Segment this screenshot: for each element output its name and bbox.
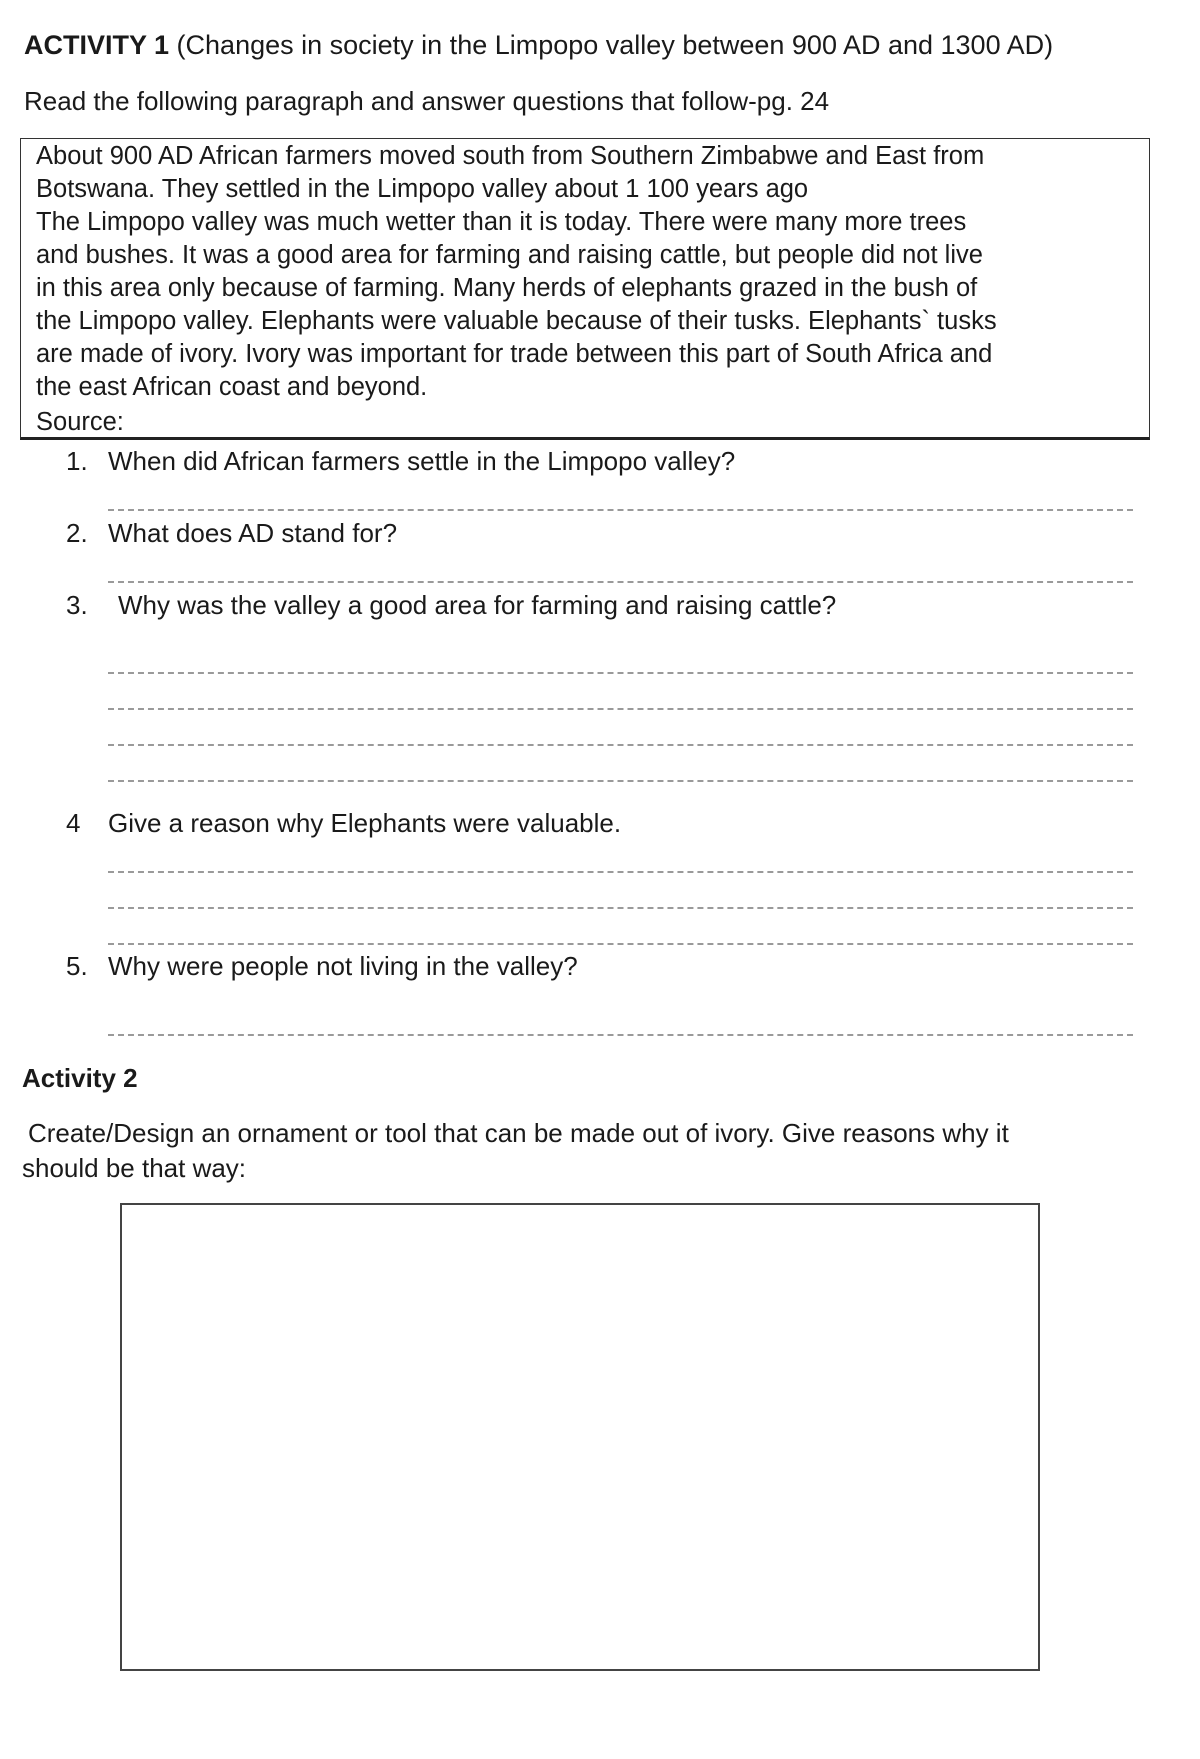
- design-drawing-box[interactable]: [120, 1203, 1040, 1671]
- passage-line: the Limpopo valley. Elephants were valuable because of their tusks. Elephants` tusks: [36, 307, 997, 335]
- activity-1-label: ACTIVITY 1: [24, 30, 170, 60]
- question-number: 3.: [66, 590, 88, 620]
- question-3: [66, 590, 836, 621]
- answer-line[interactable]: [108, 581, 1133, 583]
- answer-line[interactable]: [108, 672, 1133, 674]
- question-text: When did African farmers settle in the Limpopo valley?: [108, 446, 736, 476]
- question-number: 2.: [66, 518, 88, 548]
- question-number: 5.: [66, 951, 88, 981]
- activity-2-instruction-line: Create/Design an ornament or tool that can be made out of ivory. Give reasons why it: [28, 1118, 1009, 1148]
- activity-2-instruction-line: should be that way:: [22, 1153, 247, 1183]
- answer-line[interactable]: [108, 1034, 1133, 1036]
- passage-line: in this area only because of farming. Many herds of elephants grazed in the bush of: [36, 274, 978, 302]
- activity-1-heading: [24, 30, 1053, 61]
- passage-line: About 900 AD African farmers moved south from Southern Zimbabwe and East from: [36, 142, 985, 170]
- answer-line[interactable]: [108, 943, 1133, 945]
- passage-line: are made of ivory. Ivory was important for trade between this part of South Africa and: [36, 340, 993, 368]
- passage-line: the east African coast and beyond.: [36, 373, 428, 401]
- question-text: What does AD stand for?: [108, 518, 398, 548]
- answer-line[interactable]: [108, 907, 1133, 909]
- answer-line[interactable]: [108, 780, 1133, 782]
- question-1: [66, 446, 735, 477]
- activity-2-heading: Activity 2: [22, 1063, 138, 1093]
- answer-line[interactable]: [108, 509, 1133, 511]
- answer-line[interactable]: [108, 744, 1133, 746]
- activity-1-subtitle: (Changes in society in the Limpopo valley between 900 AD and 1300 AD): [169, 30, 1054, 60]
- passage-source-label: Source:: [36, 408, 124, 436]
- question-text: Give a reason why Elephants were valuable.: [108, 808, 622, 838]
- answer-line[interactable]: [108, 708, 1133, 710]
- question-4: [66, 808, 621, 839]
- instruction-text: Read the following paragraph and answer questions that follow-pg. 24: [24, 86, 830, 116]
- answer-line[interactable]: [108, 871, 1133, 873]
- question-number: 4: [66, 808, 81, 838]
- passage-line: Botswana. They settled in the Limpopo valley about 1 100 years ago: [36, 175, 809, 203]
- question-text: Why were people not living in the valley?: [108, 951, 578, 981]
- passage-line: and bushes. It was a good area for farming and raising cattle, but people did not live: [36, 241, 983, 269]
- question-text: Why was the valley a good area for farming and raising cattle?: [118, 590, 837, 620]
- question-number: 1.: [66, 446, 88, 476]
- passage-line: The Limpopo valley was much wetter than it is today. There were many more trees: [36, 208, 967, 236]
- question-2: [66, 518, 397, 549]
- question-5: [66, 951, 578, 982]
